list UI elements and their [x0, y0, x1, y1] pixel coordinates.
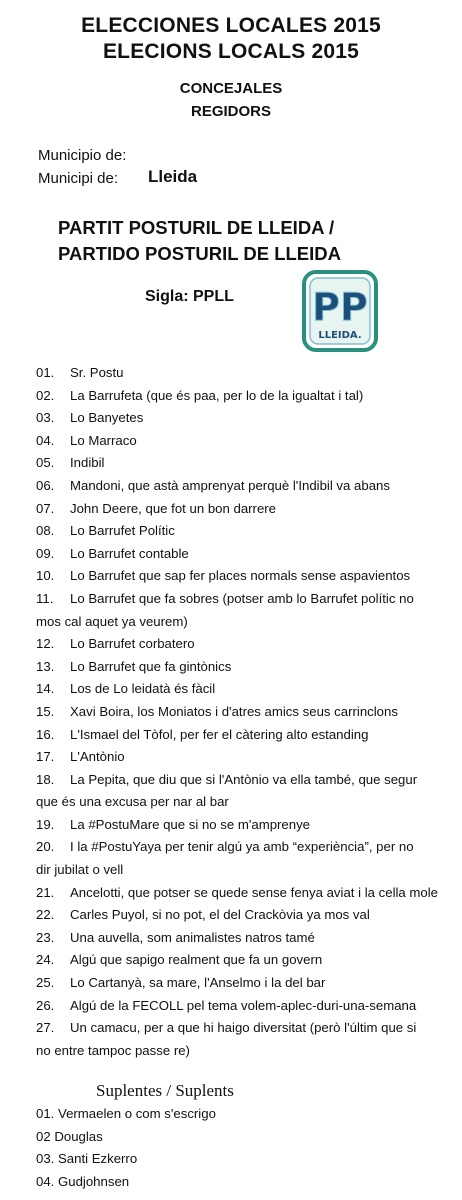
- candidate-row: [36, 656, 456, 679]
- candidate-name: Indibil: [70, 455, 105, 471]
- candidate-number: 10.: [36, 568, 55, 584]
- suplente-row: 03. Santi Ezkerro: [36, 1151, 138, 1167]
- candidate-name: Lo Barrufet que sap fer places normals sense aspavientos: [70, 568, 411, 584]
- candidate-name: La #PostuMare que si no se m'amprenye: [70, 816, 311, 832]
- candidate-name: Lo Banyetes: [70, 410, 144, 426]
- candidate-name: Una auvella, som animalistes natros tamé: [70, 929, 315, 945]
- candidate-number: 09.: [36, 545, 55, 561]
- candidate-name: Xavi Boira, los Moniatos i d'atres amics seus carrinclons: [70, 703, 398, 719]
- candidate-name-continued: dir jubilat o vell: [36, 862, 124, 878]
- candidate-name-continued: no entre tampoc passe re): [36, 1042, 190, 1058]
- candidate-number: 25.: [36, 975, 55, 991]
- candidate-number: 01.: [36, 365, 55, 380]
- candidate-row: [36, 1017, 456, 1062]
- candidate-row: [36, 949, 456, 972]
- candidate-row: [36, 362, 456, 385]
- candidate-name: Lo Barrufet contable: [70, 545, 189, 561]
- candidate-row: [36, 520, 456, 543]
- candidate-name: Sr. Postu: [70, 365, 124, 380]
- candidate-name: L'Ismael del Tòfol, per fer el càtering alto estanding: [70, 726, 369, 742]
- candidate-number: 06.: [36, 477, 55, 493]
- candidate-number: 14.: [36, 681, 55, 697]
- municipality-value: Lleida: [148, 167, 198, 186]
- candidate-name: Lo Cartanyà, sa mare, l'Anselmo i la del bar: [70, 975, 326, 991]
- candidate-name-continued: mos cal aquet ya veurem): [36, 613, 188, 629]
- candidate-row: [36, 836, 456, 881]
- candidate-name: L'Antònio: [70, 749, 125, 765]
- subtitle-ca: REGIDORS: [190, 103, 271, 120]
- party-name-ca: PARTIT POSTURIL DE LLEIDA /: [58, 217, 335, 238]
- candidate-number: 05.: [36, 455, 55, 471]
- suplentes-list: [36, 1103, 216, 1193]
- candidate-name: Lo Barrufet Polític: [70, 523, 175, 539]
- candidate-number: 23.: [36, 929, 55, 945]
- candidate-name: Los de Lo leidatà és fàcil: [70, 681, 216, 697]
- party-sigla: Sigla: PPLL: [145, 288, 234, 305]
- candidate-row: [36, 407, 456, 430]
- candidate-name: Carles Puyol, si no pot, el del Crackòvia ya mos val: [70, 907, 370, 923]
- candidate-number: 04.: [36, 432, 55, 448]
- candidate-number: 12.: [36, 636, 55, 652]
- municipality-label-es: Municipio de:: [38, 147, 127, 164]
- logo-text: LLEIDA.: [318, 330, 362, 341]
- candidate-row: [36, 814, 456, 837]
- candidate-name: Lo Barrufet que fa gintònics: [70, 658, 232, 674]
- candidate-number: 26.: [36, 997, 55, 1013]
- subtitle-es: CONCEJALES: [179, 80, 283, 97]
- candidate-number: 08.: [36, 523, 55, 539]
- title-es: ELECCIONES LOCALES 2015: [81, 14, 381, 37]
- candidate-name: Ancelotti, que potser se quede sense fenya aviat i la cella mole: [70, 884, 439, 900]
- municipality-label-ca: Municipi de:: [38, 170, 119, 187]
- party-name-es: PARTIDO POSTURIL DE LLEIDA: [58, 243, 341, 264]
- candidate-row: [36, 385, 456, 408]
- candidate-row: [36, 452, 456, 475]
- candidate-row: [36, 904, 456, 927]
- candidate-number: 02.: [36, 387, 55, 403]
- candidate-row: [36, 475, 456, 498]
- candidate-number: 13.: [36, 658, 55, 674]
- logo-letters: PP: [312, 285, 368, 329]
- title-ca: ELECIONS LOCALS 2015: [102, 40, 360, 63]
- candidate-list: [36, 362, 456, 1062]
- candidate-name: I la #PostuYaya per tenir algú ya amb “experiència”, per no: [70, 839, 414, 855]
- candidate-number: 11.: [36, 590, 54, 606]
- candidate-number: 20.: [36, 839, 55, 855]
- candidate-number: 22.: [36, 907, 55, 923]
- candidate-number: 27.: [36, 1020, 55, 1036]
- candidate-name-continued: que és una excusa per nar al bar: [36, 794, 229, 810]
- candidate-number: 15.: [36, 703, 55, 719]
- candidate-name: John Deere, que fot un bon darrere: [70, 500, 277, 516]
- candidate-name: Un camacu, per a que hi haigo diversitat (però l'últim que si: [70, 1020, 417, 1036]
- candidate-row: [36, 995, 456, 1018]
- candidate-row: [36, 746, 456, 769]
- candidate-row: [36, 882, 456, 905]
- candidate-name: Algú que sapigo realment que fa un govern: [70, 952, 323, 968]
- candidate-number: 21.: [36, 884, 55, 900]
- candidate-row: [36, 724, 456, 747]
- candidate-number: 17.: [36, 749, 55, 765]
- candidate-row: [36, 565, 456, 588]
- candidate-row: [36, 430, 456, 453]
- candidate-row: [36, 498, 456, 521]
- candidate-row: [36, 972, 456, 995]
- candidate-row: [36, 678, 456, 701]
- suplente-row: 01. Vermaelen o com s'escrigo: [36, 1106, 216, 1121]
- candidate-name: La Barrufeta (que és paa, per lo de la igualtat i tal): [70, 387, 364, 403]
- candidate-name: La Pepita, que diu que si l'Antònio va ella també, que segur: [70, 771, 418, 787]
- candidate-row: [36, 633, 456, 656]
- candidate-row: [36, 701, 456, 724]
- suplente-row: 04. Gudjohnsen: [36, 1173, 130, 1189]
- candidate-name: Lo Barrufet corbatero: [70, 636, 195, 652]
- candidate-row: [36, 927, 456, 950]
- candidate-name: Lo Barrufet que fa sobres (potser amb lo Barrufet polític no: [70, 590, 414, 606]
- candidate-row: [36, 543, 456, 566]
- candidate-name: Lo Marraco: [70, 432, 137, 448]
- party-logo: [302, 270, 378, 352]
- candidate-number: 19.: [36, 816, 55, 832]
- suplentes-title: Suplentes / Suplents: [96, 1081, 234, 1100]
- candidate-number: 16.: [36, 726, 55, 742]
- candidate-number: 07.: [36, 500, 55, 516]
- suplente-row: 02 Douglas: [36, 1128, 103, 1144]
- candidate-number: 24.: [36, 952, 55, 968]
- candidate-row: [36, 588, 456, 633]
- candidate-number: 18.: [36, 771, 55, 787]
- candidate-name: Mandoni, que astà amprenyat perquè l'Indibil va abans: [70, 477, 390, 493]
- candidate-name: Algú de la FECOLL pel tema volem-aplec-duri-una-semana: [70, 997, 417, 1013]
- candidate-row: [36, 769, 456, 814]
- candidate-number: 03.: [36, 410, 55, 426]
